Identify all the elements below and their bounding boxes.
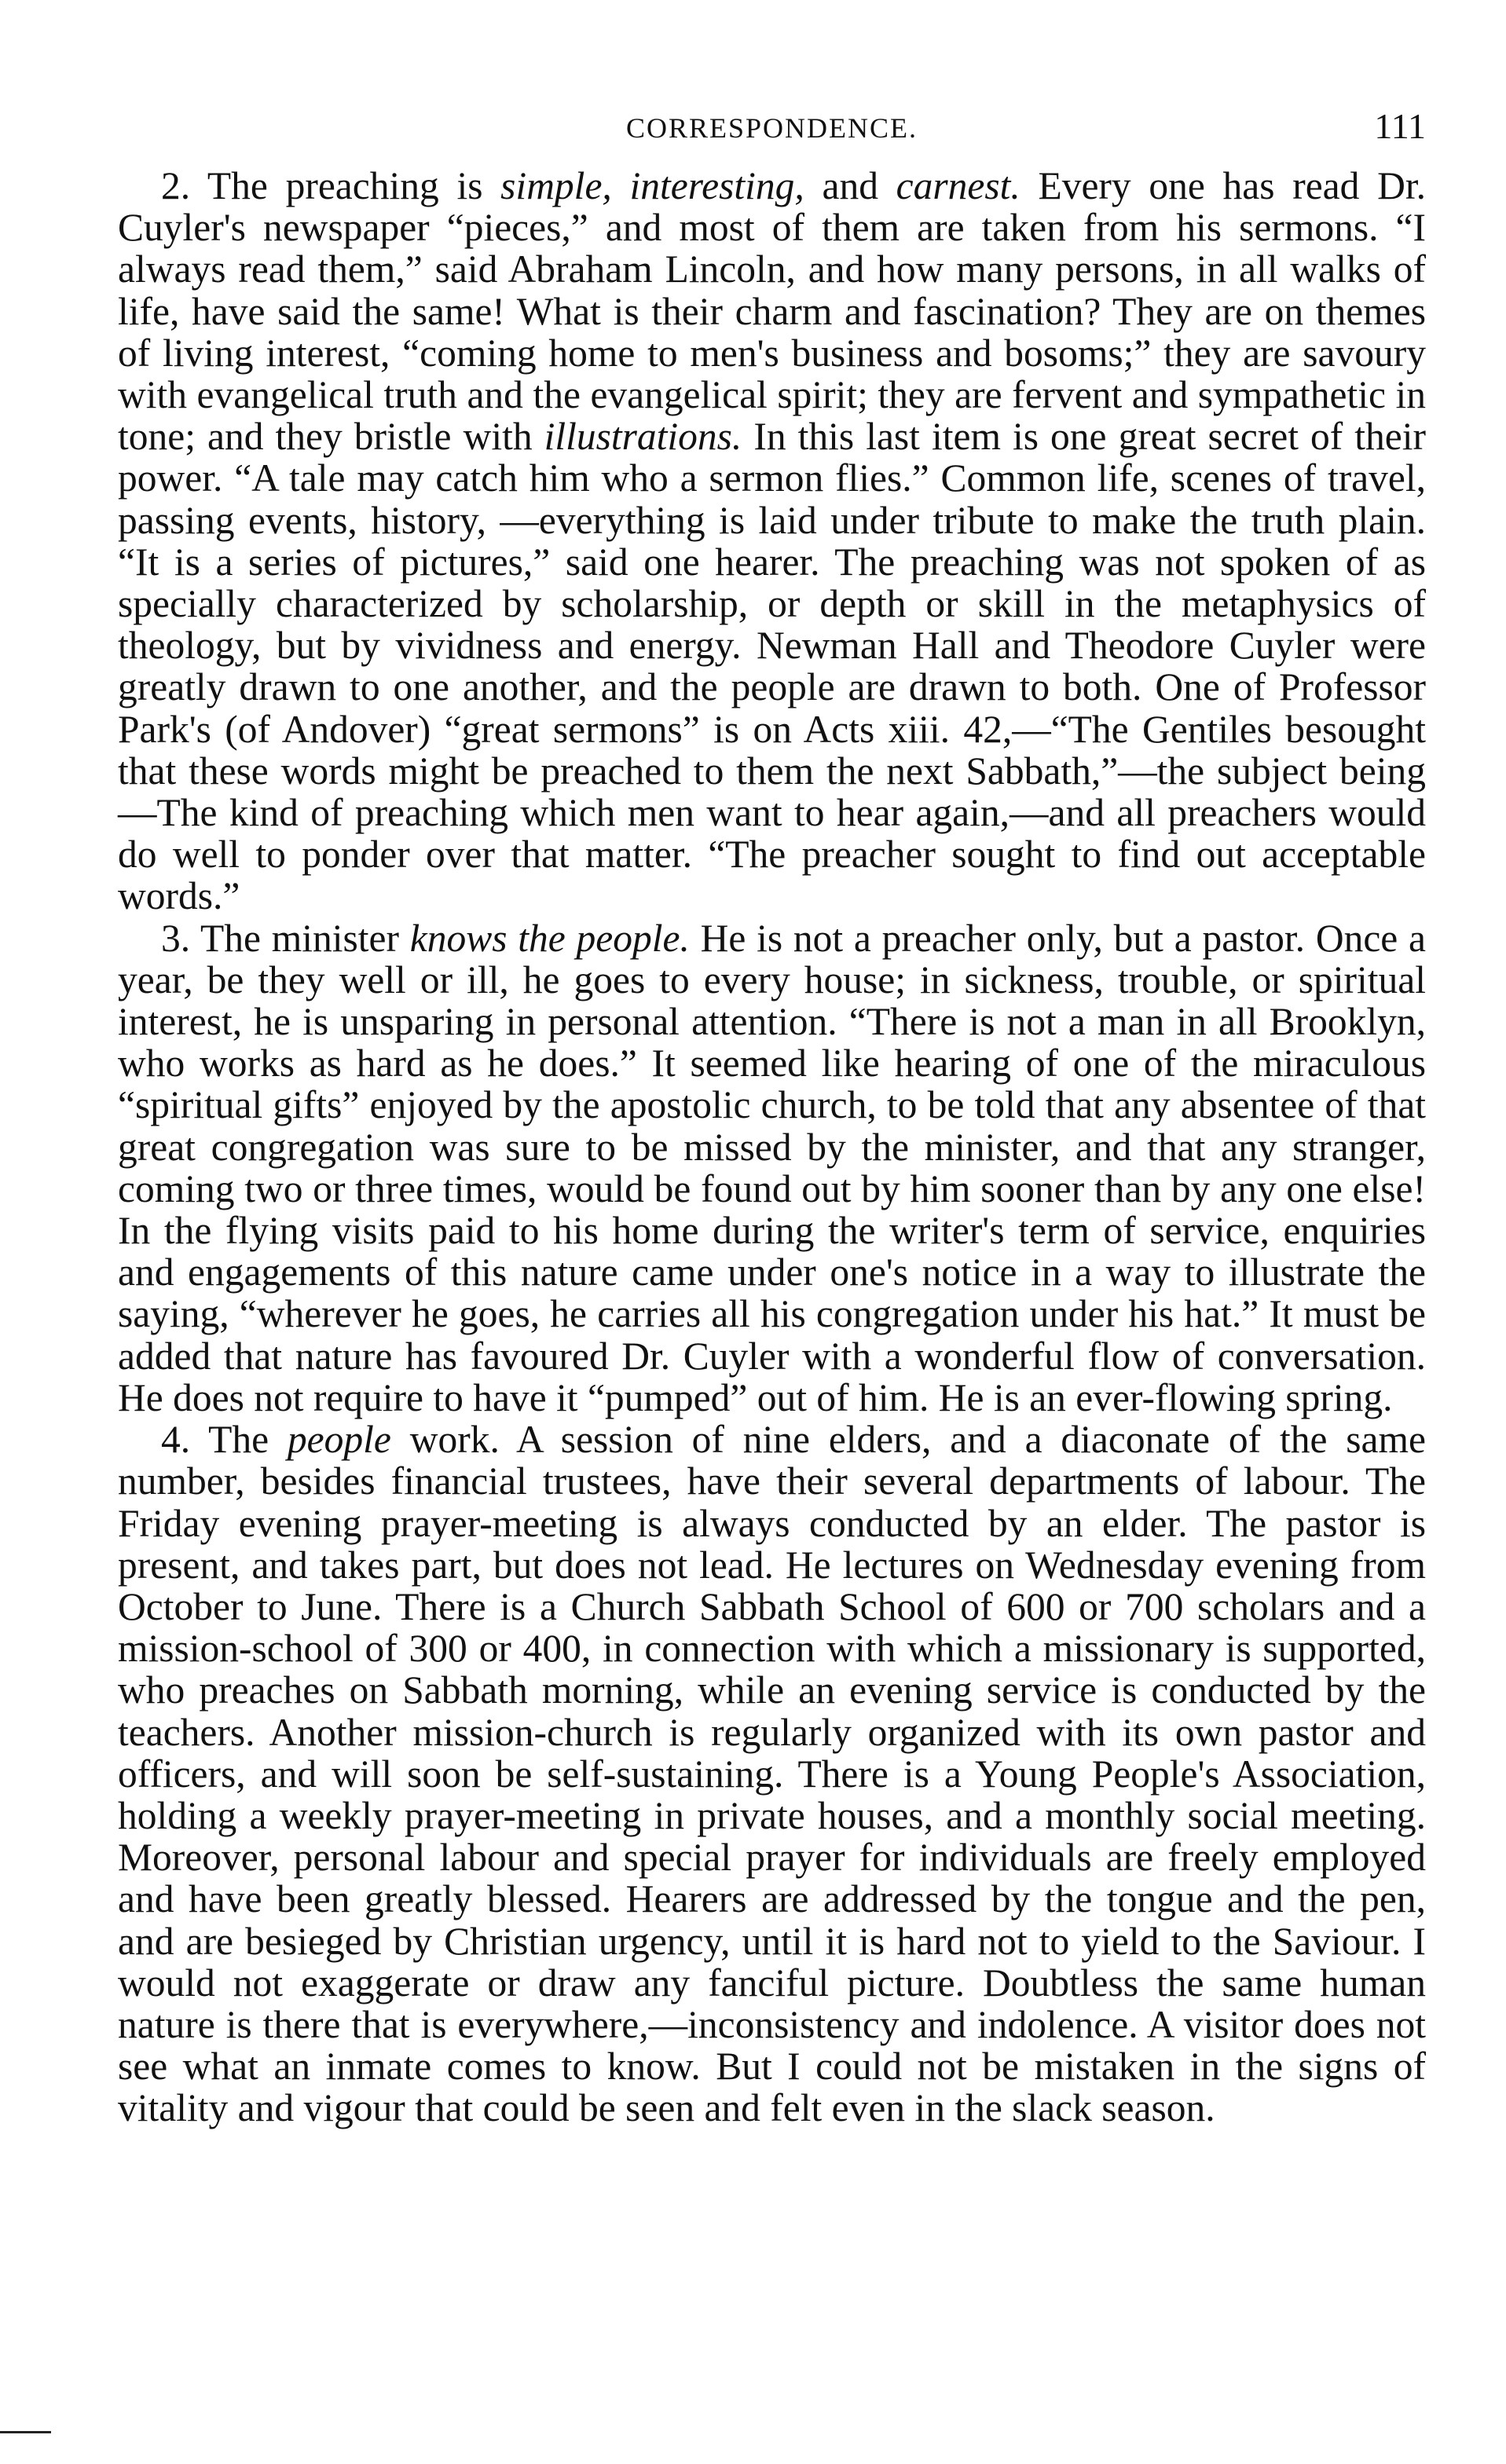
running-head bbox=[118, 94, 1426, 165]
para3-italic-knows-the-people: knows the people. bbox=[409, 916, 690, 960]
paragraph-2 bbox=[118, 165, 1426, 917]
footer-rule bbox=[0, 2431, 51, 2433]
para4-italic-people: people bbox=[287, 1418, 391, 1462]
para2-number-lead: 2. The preaching is bbox=[161, 164, 501, 207]
para3-number-lead: 3. The minister bbox=[161, 916, 410, 960]
page-number: 111 bbox=[1374, 106, 1426, 146]
para2-italic-illustrations: illustrations. bbox=[544, 415, 742, 459]
para3-body: He is not a preacher only, but a pastor. Once a year, be they well or ill, he goes to every house; in sickness, trouble, or spiritual interest, he is unsparing in personal attention. “There is not a man in all Brooklyn, who works as hard as he does.” It seemed like hearing of one of the miraculous “spiritual gifts” enjoyed by the apostolic church, to be told that any absentee of that great congregation was sure to be missed by the minister, and that any stranger, coming two or three times, would be found out by him sooner than by any one else! In the flying visits paid to his home during the writer's term of service, enquiries and engagements of this nature came under one's notice in a way to illustrate the saying, “wherever he goes, he carries all his congregation under his hat.” It must be added that nature has favoured Dr. Cuyler with a wonderful flow of conversation. He does not require to have it “pumped” out of him. He is an ever-flowing spring. bbox=[118, 916, 1427, 1419]
paragraph-3 bbox=[118, 917, 1426, 1419]
running-title: CORRESPONDENCE. bbox=[625, 112, 918, 144]
para2-and: and bbox=[804, 164, 896, 207]
para4-number-lead: 4. The bbox=[161, 1418, 288, 1462]
para2-body-end: In this last item is one great secret of their power. “A tale may catch him who a sermon flies.” Common life, scenes of travel, passing events, history, —everything is laid under tribute to make the truth plain. “It is a series of pictures,” said one hearer. The preaching was not spoken of as specially characterized by scholarship, or depth or skill in the metaphysics of theology, but by vividness and energy. Newman Hall and Theodore Cuyler were greatly drawn to one another, and the people are drawn to both. One of Professor Park's (of Andover) “great sermons” is on Acts xiii. 42,—“The Gentiles besought that these words might be preached to them the next Sabbath,”—the subject being—The kind of preaching which men want to hear again,—and all preachers would do well to ponder over that matter. “The preacher sought to find out acceptable words.” bbox=[118, 415, 1426, 918]
para4-body: work. A session of nine elders, and a diaconate of the same number, besides financial trustees, have their several departments of labour. The Friday evening prayer-meeting is always conducted by an elder. The pastor is present, and takes part, but does not lead. He lectures on Wednesday evening from October to June. There is a Church Sabbath School of 600 or 700 scholars and a mission-school of 300 or 400, in connection with which a missionary is supported, who preaches on Sabbath morning, while an evening service is conducted by the teachers. Another mission-church is regularly organized with its own pastor and officers, and will soon be self-sustaining. There is a Young People's Association, holding a weekly prayer-meeting in private houses, and a monthly social meeting. Moreover, personal labour and special prayer for individuals are freely employed and have been greatly blessed. Hearers are addressed by the tongue and the pen, and are besieged by Christian urgency, until it is hard not to yield to the Saviour. I would not exaggerate or draw any fanciful picture. Doubtless the same human nature is there that is everywhere,—inconsistency and indolence. A visitor does not see what an inmate comes to know. But I could not be mistaken in the signs of vitality and vigour that could be seen and felt even in the slack season. bbox=[118, 1418, 1426, 2130]
paragraph-4 bbox=[118, 1419, 1426, 2129]
para2-body: Every one has read Dr. Cuyler's newspaper “pieces,” and most of them are taken from his sermons. “I always read them,” said Abraham Lincoln, and how many persons, in all walks of life, have said the same! What is their charm and fascination? They are on themes of living interest, “coming home to men's business and bosoms;” they are savoury with evangelical truth and the evangelical spirit; they are fervent and sympathetic in tone; and they bristle with bbox=[118, 164, 1426, 459]
para2-italic-carnest: carnest. bbox=[896, 164, 1020, 207]
para2-italic-simple-interesting: simple, interesting, bbox=[500, 164, 804, 207]
page bbox=[118, 94, 1426, 2129]
body-text bbox=[118, 165, 1426, 2129]
